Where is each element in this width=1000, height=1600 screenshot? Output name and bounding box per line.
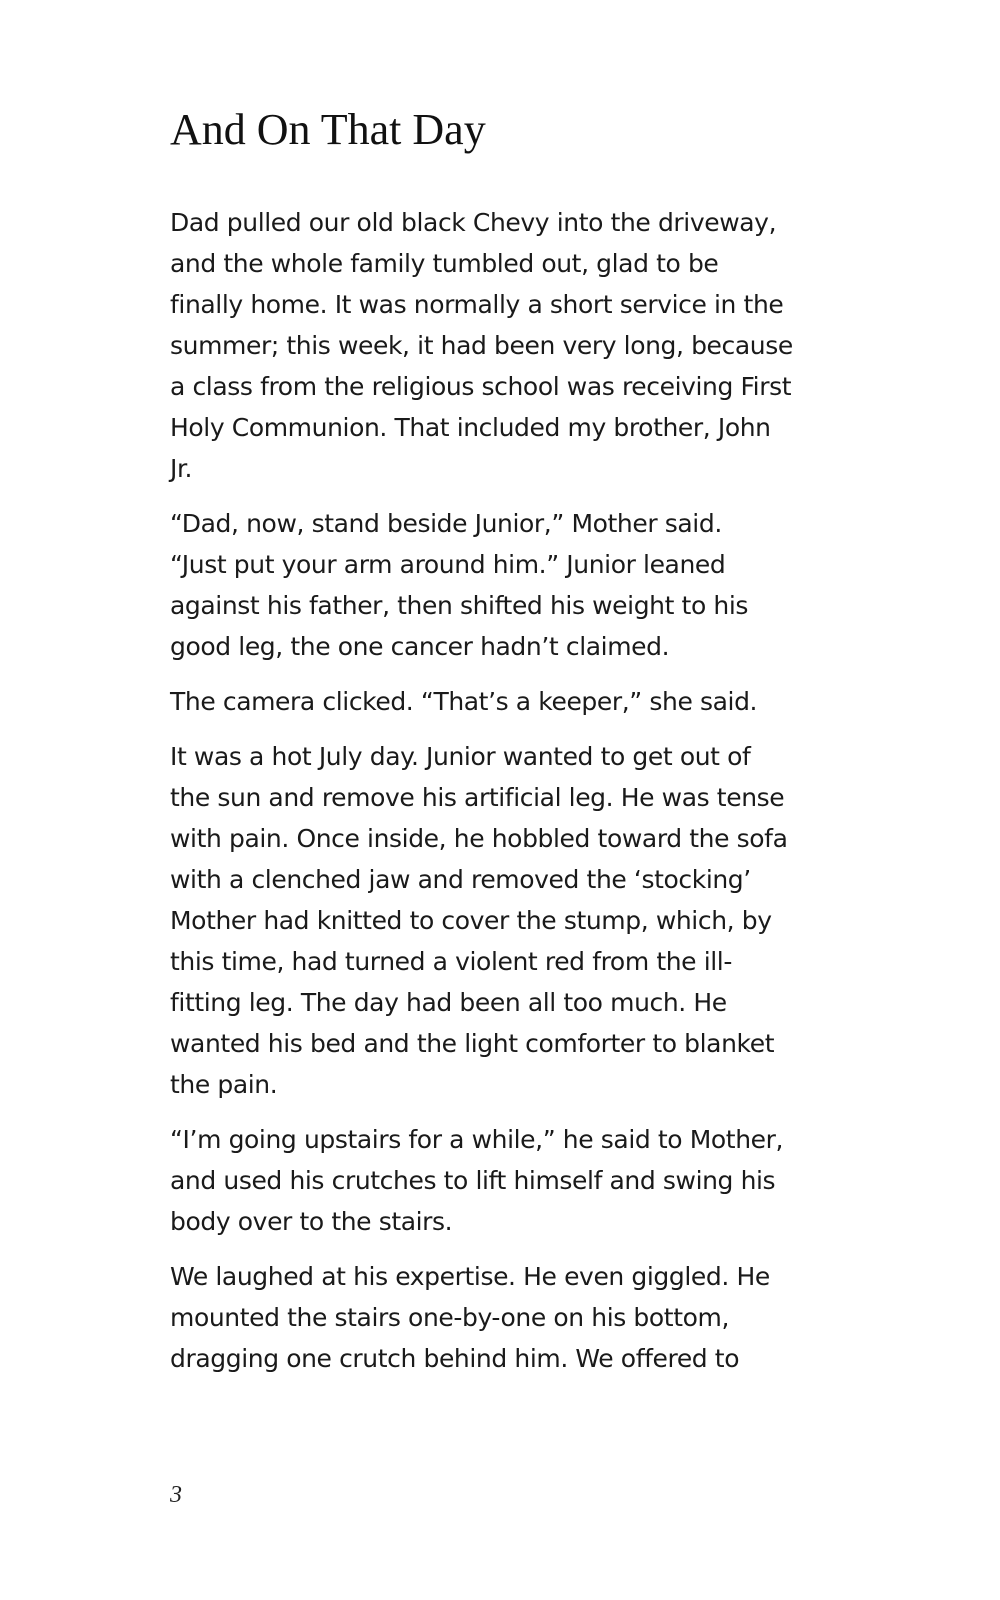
text-line: Holy Communion. That included my brother, John	[170, 413, 771, 442]
text-line: “I’m going upstairs for a while,” he said to Mother,	[170, 1125, 784, 1154]
paragraph	[170, 503, 870, 667]
chapter-body	[170, 202, 870, 1393]
text-line: good leg, the one cancer hadn’t claimed.	[170, 632, 670, 661]
text-line: Jr.	[170, 454, 193, 483]
text-line: against his father, then shifted his weight to his	[170, 591, 749, 620]
text-line: Mother had knitted to cover the stump, which, by	[170, 906, 772, 935]
text-line: this time, had turned a violent red from the ill-	[170, 947, 732, 976]
text-line: the pain.	[170, 1070, 278, 1099]
text-line: and used his crutches to lift himself and swing his	[170, 1166, 776, 1195]
text-line: We laughed at his expertise. He even giggled. He	[170, 1262, 770, 1291]
text-line: dragging one crutch behind him. We offered to	[170, 1344, 740, 1373]
text-line: body over to the stairs.	[170, 1207, 453, 1236]
text-line: “Dad, now, stand beside Junior,” Mother said.	[170, 509, 722, 538]
text-line: finally home. It was normally a short service in the	[170, 290, 784, 319]
text-line: fitting leg. The day had been all too much. He	[170, 988, 727, 1017]
paragraph	[170, 202, 870, 489]
text-line: the sun and remove his artificial leg. He was tense	[170, 783, 785, 812]
text-line: summer; this week, it had been very long, because	[170, 331, 793, 360]
text-line: “Just put your arm around him.” Junior leaned	[170, 550, 726, 579]
paragraph	[170, 1256, 870, 1379]
text-line: with a clenched jaw and removed the ‘stocking’	[170, 865, 751, 894]
text-line: with pain. Once inside, he hobbled toward the sofa	[170, 824, 788, 853]
paragraph	[170, 736, 870, 1105]
text-line: Dad pulled our old black Chevy into the driveway,	[170, 208, 777, 237]
text-line: and the whole family tumbled out, glad to be	[170, 249, 719, 278]
text-line: It was a hot July day. Junior wanted to get out of	[170, 742, 751, 771]
paragraph	[170, 681, 870, 722]
text-line: mounted the stairs one-by-one on his bottom,	[170, 1303, 729, 1332]
text-line: wanted his bed and the light comforter to blanket	[170, 1029, 775, 1058]
chapter-title: And On That Day	[170, 105, 486, 154]
page-number: 3	[170, 1482, 182, 1508]
text-line: a class from the religious school was receiving First	[170, 372, 792, 401]
paragraph	[170, 1119, 870, 1242]
text-line: The camera clicked. “That’s a keeper,” she said.	[170, 687, 758, 716]
